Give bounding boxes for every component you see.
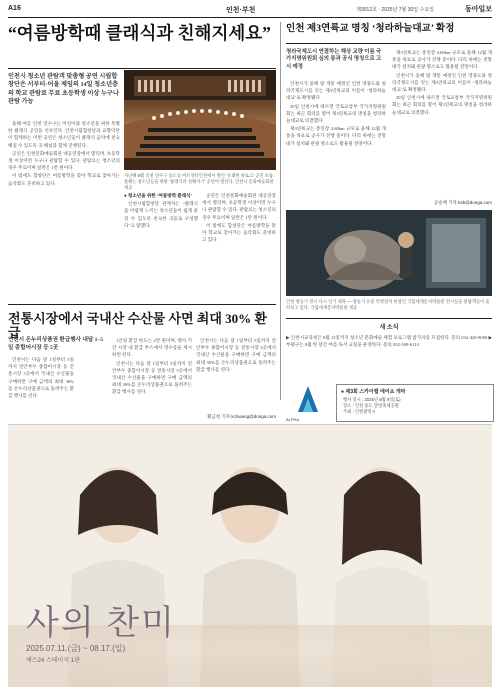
- article3-subhead: 인천시 온누리상품권 환급행사 내달 1~5일 종합어시장 등 5곳: [8, 337, 104, 351]
- column-divider: [280, 22, 281, 400]
- article1-photo-caption: [124, 173, 276, 191]
- paragraph: 인천시는 다음 달 1일부터 5일까지 연안부두 종합어시장 등 전통시장 5곳에서 국내산 수산물을 구매하면 구매 금액의 최대 30%를 온누리상품권으로 돌려주는 환급 행사를 연다.: [112, 360, 192, 395]
- paragraph: 이 밖에도 합창단은 여름방학을 맞아 학교로 찾아가는 음악회도 준비하고 있다.: [8, 173, 120, 186]
- article1-body-col1: [8, 120, 120, 298]
- article2-body-col1: [286, 80, 386, 208]
- sponsor-logo: [286, 382, 330, 416]
- small-ad-line: 장소 : 인천 송도 달빛축제공원: [343, 403, 399, 408]
- paragraph: 1인당 환급 한도는 2만 원이며, 행사 기간 시장 내 환급 부스에서 영수증을 제시하면 된다.: [112, 338, 192, 358]
- caption-credit: 인천시 문화예술회관 제공: [124, 179, 274, 190]
- paragraph: 올해 여름 인천 연수구는 어린이와 청소년을 위한 특별한 클래식 공연을 선보인다. 인천시립합창단과 교향악단이 함께하는 이번 공연은 청소년들이 클래식 음악에 친숙해질 수 있도록 곡 해설과 함께 진행된다.: [8, 121, 120, 148]
- article3-body-col3: [196, 337, 276, 413]
- paragraph: 인천시는 다음 달 1일부터 5일까지 연안부두 종합어시장 등 전통시장 5곳에서 국내산 수산물을 구매하면 구매 금액의 최대 30%를 온누리상품권으로 돌려주는 환급 행사를 연다.: [8, 357, 74, 399]
- musical-advertisement[interactable]: [8, 424, 492, 687]
- article3-headline: 전통시장에서 국내산 수산물 사면 최대 30% 환급: [8, 311, 267, 341]
- article3-body-col2: [112, 337, 192, 421]
- section-marker: ● 청소년을 위한 ‘여름방학 클래식’: [124, 193, 193, 198]
- newspaper-brand: 동아일보: [464, 6, 492, 13]
- divider: [8, 68, 276, 69]
- paragraph: 이 밖에도 합창단은 여름방학을 맞아 학교로 찾아가는 음악회도 준비하고 있다.: [202, 222, 276, 243]
- paragraph: 29일 인천시에 따르면 국토교통부 국가지명위원회는 최근 회의를 열어 제3연륙교의 명칭을 청라하늘대교로 의결했다.: [286, 103, 386, 124]
- concert-hall-photo: [124, 70, 276, 170]
- article3-body-col1: [8, 356, 74, 420]
- paragraph: 공연은 인천문화예술회관 대공연장에서 열리며, 초등학생 이상이면 누구나 관람할 수 있다. 관람료는 청소년의 경우 무료이며 일반은 1만 원이다.: [202, 193, 276, 220]
- page-header: [8, 0, 492, 18]
- ad-venue: 예스24 스테이지 1관: [26, 658, 80, 664]
- small-ad-line: 주최 : 인천광역시: [343, 409, 376, 414]
- article1-body-col2: [124, 192, 198, 298]
- notice-box: [286, 318, 492, 379]
- logo-mark-icon: [286, 382, 330, 416]
- notice-title: 새 소식: [379, 325, 399, 331]
- paragraph: 제3연륙교는 총연장 4.68km 규모로 올해 12월 개통을 목표로 공사가 진행 중이다. 다리 위에는 전망대가 설치돼 관광 명소로도 활용될 전망이다.: [392, 50, 492, 70]
- article2-subhead: 청라국제도시 연결하는 해상 교량 이름 국가지명위원회 심의 통과 공식 명칭으로 고시 예정: [286, 49, 382, 70]
- article2-body-col2: [392, 49, 492, 199]
- notice-body: ▶ 인천시교육청은 8월 12일까지 청소년 문화예술 체험 프로그램 참가자를 모집한다. 문의 032-420-8000 ▶ 부평구는 8월 한 달간 여름 독서 교실을 운영한다. 문의 032-509-6114: [286, 335, 492, 348]
- divider: [8, 304, 276, 305]
- ad-title: 사의 찬미: [26, 605, 176, 642]
- paragraph: 29일 인천시에 따르면 국토교통부 국가지명위원회는 최근 회의를 열어 제3연륙교의 명칭을 청라하늘대교로 의결했다.: [392, 95, 492, 115]
- exhibition-scene: [286, 210, 492, 296]
- article2-headline: 인천 제3연륙교 명칭 ‘청라하늘대교’ 확정: [286, 23, 455, 34]
- issue-info: 제3012호 · 2025년 7월 30일 수요일: [356, 7, 434, 13]
- exhibition-photo: [286, 210, 492, 296]
- paragraph: 인천시는 다음 달 1일부터 5일까지 연안부두 종합어시장 등 전통시장 5곳에서 국내산 수산물을 구매하면 구매 금액의 최대 30%를 온누리상품권으로 돌려주는 환급 행사를 연다.: [196, 338, 276, 372]
- paragraph: 인천시가 올해 말 개통 예정인 인천 영종도와 청라국제도시를 잇는 제3연륙교의 이름이 ‘청라하늘대교’로 확정됐다.: [286, 81, 386, 101]
- article2-byline: 공승배 기자 ksb@donga.com: [433, 200, 492, 205]
- ad-dates: 2025.07.11.(금) ~ 08.17.(일): [26, 644, 126, 653]
- article1-headline: “여름방학때 클래식과 친해지세요”: [8, 23, 271, 43]
- article3-byline: 황금천 기자 kchwang@donga.com: [207, 414, 276, 419]
- small-ad-box: [336, 384, 494, 422]
- caption-text: 인천 청동기 전시 다시 인기 제목 — 청동기 유물 특별전이 한창인 국립세계문자박물관 전시실을 관람객들이 둘러보고 있다.: [286, 299, 490, 310]
- article1-body-col3: [202, 192, 276, 298]
- caption-text: 지난해 8월 인천 연수구 송도동 아트센터인천에서 열린 ‘유쾌한 바로크’ 공연 모습. 올해는 청소년들을 위한 ‘클래식과 친해지기’ 공연이 열린다.: [124, 173, 275, 184]
- paragraph: 공연은 인천문화예술회관 대공연장에서 열리며, 초등학생 이상이면 누구나 관람할 수 있다. 관람료는 청소년의 경우 무료이며 일반은 1만 원이다.: [8, 150, 120, 171]
- small-ad-line: 행사 일시 : 2025년 8월 9일(토): [343, 397, 401, 402]
- concert-scene: [124, 70, 276, 170]
- article2-photo-caption: [286, 299, 492, 311]
- page-number: A16: [8, 5, 21, 12]
- paragraph: 제3연륙교는 총연장 4.68km 규모로 올해 12월 개통을 목표로 공사가 진행 중이다. 다리 위에는 전망대가 설치돼 관광 명소로도 활용될 전망이다.: [286, 126, 386, 146]
- paragraph: 인천시가 올해 말 개통 예정인 인천 영종도와 청라국제도시를 잇는 제3연륙교의 이름이 ‘청라하늘대교’로 확정됐다.: [392, 72, 492, 93]
- caption-credit: 국립세계문자박물관 제공: [310, 305, 358, 310]
- divider: [286, 43, 492, 44]
- section-title: 인천·부천: [226, 7, 256, 14]
- logo-text: ALPHA: [286, 417, 300, 422]
- article1-subhead: 인천시 청소년 관람객 맞춤형 공연 시립합창단은 서부터·어울 제임의 14일 청소년층의 학교 관람료 무료 초등학생 이상 누구나 관람 가능: [8, 73, 119, 106]
- small-ad-title: ● 제3회 스카이랩 에어쇼 개막: [341, 389, 406, 395]
- paragraph: 인천시립합창단 관계자는 “클래식을 어렵게 느끼는 청소년들이 쉽게 즐길 수 있도록 친숙한 곡들로 구성했다”고 말했다.: [124, 201, 198, 228]
